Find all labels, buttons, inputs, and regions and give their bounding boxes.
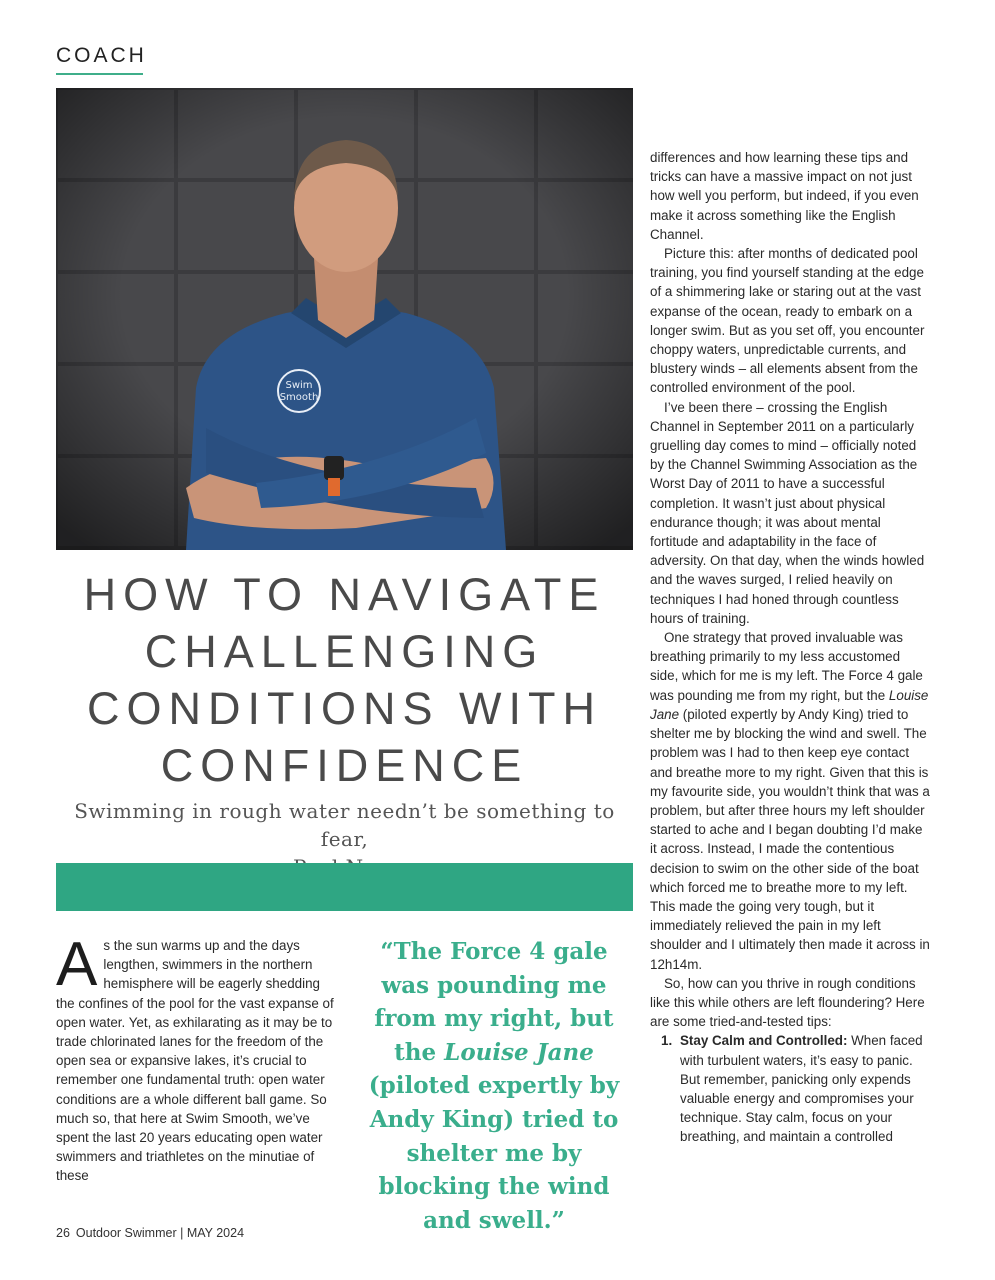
intro-text: s the sun warms up and the days lengthen, swimmers in the northern hemisphere will be eagerly shedding the confines of the pool for the vast expanse of open water. Yet, as exhilarating as it may be to trade chlorinated lanes for the freedom of the open sea or expansive lakes, it’s crucial to remember one fundamental truth: open water conditions are a whole different ball game. So much so, that here at Swim Smooth, we’ve spent the last 20 years educating open water swimmers and triathletes on the minutiae of these bbox=[56, 938, 334, 1184]
page-footer bbox=[56, 1226, 250, 1240]
body-paragraph: Picture this: after months of dedicated pool training, you find yourself standing at the edge of a shimmering lake or staring out at the vast expanse of the ocean, ready to embark on a longer swim. But as you set off, you encounter choppy waters, unpredictable currents, and blustery winds – all elements absent from the controlled environment of the pool. bbox=[650, 246, 925, 396]
pull-quote-boat-name: Louise Jane bbox=[444, 1038, 594, 1066]
body-paragraph bbox=[650, 628, 932, 974]
headline-line: CONDITIONS WITH bbox=[87, 683, 602, 734]
body-paragraph: differences and how learning these tips and tricks can have a massive impact on not just how well you perform, but indeed, if you even make it across something like the English Channel. bbox=[650, 150, 919, 242]
publication-info: Outdoor Swimmer | MAY 2024 bbox=[75, 1226, 245, 1240]
pull-quote-text: “The Force 4 gale was pounding me from my right, but the bbox=[374, 938, 614, 1066]
pull-quote-text: (piloted expertly by Andy King) tried to shelter me by blocking the wind and swell.” bbox=[368, 1072, 620, 1234]
standfirst-line: Swimming in rough water needn’t be something to fear, bbox=[74, 799, 615, 851]
headline bbox=[56, 566, 633, 794]
tip-number: 1. bbox=[661, 1033, 673, 1049]
headline-line: CONFIDENCE bbox=[160, 740, 529, 791]
tip-text: When faced with turbulent waters, it’s easy to panic. But remember, panicking only expends valuable energy and compromises your technique. Stay calm, focus on your breathing, and maintain a controlled bbox=[680, 1033, 923, 1145]
shirt-logo-line2: Smooth bbox=[279, 392, 319, 403]
intro-column bbox=[56, 930, 338, 1186]
shirt-logo-line1: Swim bbox=[285, 380, 313, 391]
hero-photo bbox=[56, 88, 633, 550]
body-text: One strategy that proved invaluable was breathing primarily to my less accustomed side, which for me is my left. The Force 4 gale was pounding me from my right, but the bbox=[650, 630, 923, 703]
boat-name: Louise Jane bbox=[650, 687, 929, 722]
coach-portrait-image bbox=[56, 88, 633, 550]
section-label: COACH bbox=[56, 44, 147, 67]
body-text: (piloted expertly by Andy King) tried to shelter me by blocking the wind and swell. The problem was I had to then keep eye contact and breathe more to my right. Given that this is my favourite side, you wouldn’t think that was a problem, but after three hours my left shoulder started to ache and I began doubting I’d make it across. Instead, I made the contentious decision to swim on the other side of the boat which forced me to breathe more to my left. This made the going very tough, but it immediately relieved the pain in my left shoulder and I ultimately then made it across in 12h14m. bbox=[650, 706, 930, 972]
drop-cap: A bbox=[56, 930, 98, 999]
right-column bbox=[650, 148, 932, 1147]
tip-title: Stay Calm and Controlled: bbox=[680, 1033, 848, 1049]
section-rule bbox=[56, 73, 143, 75]
body-paragraph: So, how can you thrive in rough conditions like this while others are left floundering? Here are some tried-and-tested tips: bbox=[650, 975, 925, 1030]
pull-quote bbox=[356, 935, 632, 1237]
headline-line: CHALLENGING bbox=[144, 626, 545, 677]
page-number: 26 bbox=[56, 1226, 70, 1240]
accent-bar bbox=[56, 863, 633, 911]
body-paragraph: I’ve been there – crossing the English Channel in September 2011 on a particularly gruelling day comes to mind – officially noted by the Channel Swimming Association as the Worst Day of 2011 to have a successful completion. It wasn’t just about physical endurance though; it was about mental fortitude and adaptability in the face of adversity. On that day, when the winds howled and the waves surged, I relied heavily on techniques I had honed through countless hours of training. bbox=[650, 399, 925, 626]
tip-list-item bbox=[650, 1031, 932, 1146]
headline-line: HOW TO NAVIGATE bbox=[83, 569, 606, 620]
